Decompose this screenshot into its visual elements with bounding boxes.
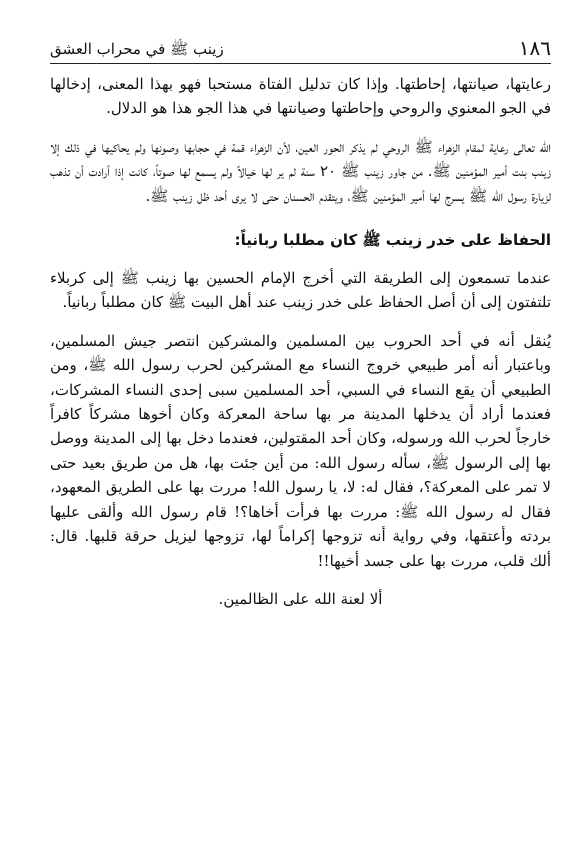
page-header (50, 34, 551, 64)
paragraph-continuation: رعايتها، صيانتها، إحاطتها. وإذا كان تدليل الفتاة مستحبا فهو بهذا المعنى، إدخالها في الجو المعنوي والروحي وإحاطتها وصيانتها في هذا الجو هذا هو الدلال. (50, 75, 551, 118)
closing-line: ألا لعنة الله على الظالمين. (218, 589, 383, 608)
page-number: ١٨٦ (518, 36, 551, 60)
paragraph-karbala: عندما تسمعون إلى الطريقة التي أخرج الإمام الحسين بها زينب ﷺ إلى كربلاء تلتفتون إلى أن أصل الحفاظ على خدر زينب عند أهل البيت ﷺ كان مطلباً ربانياً. (50, 269, 551, 312)
page-body (50, 72, 551, 611)
section-heading: الحفاظ على خدر زينب ﷺ كان مطلبا ربانياً: (234, 231, 551, 250)
running-title: زينب ﷺ في محراب العشق (50, 40, 224, 58)
paragraph-zahra: الله تعالى رعاية لمقام الزهراء ﷺ الروحي لم يذكر الحور العين، لأن الزهراء قمة في حجابها وصونها ولم يحاكيها في ذلك إلا زينب بنت أمير المؤمنين ﷺ. من جاور زينب ﷺ ٢٠ سنة لم ير لها خيالاً ولم يسمع لها صوتاً، كانت إذا أرادت أن تذهب لزيارة رسول الله ﷺ يسرج لها أمير المؤمنين ﷺ، ويتقدم الحسنان حتى لا يرى أحد ظل زينب ﷺ. (50, 137, 552, 205)
paragraph-story: يُنقل أنه في أحد الحروب بين المسلمين والمشركين انتصر جيش المسلمين، وباعتبار أنه أمر طبيعي خروج النساء مع المشركين لحرب رسول الله ﷺ، ومن الطبيعي أن يقع النساء في السبي، أحد المسلمين سبى إحدى النساء المشركات، فعندما أراد أن يدخلها المدينة مر بها ساحة المعركة وكان أخوها مشركاً كافراً خارجاً لحرب الله ورسوله، وكان أحد المقتولين، فعندما دخل بها إلى المدينة ووصل بها إلى الرسول ﷺ، سأله رسول الله: من أين جئت بها، هل من طريق بعيد حتى لا تمر على المعركة؟، فقال له: لا، يا رسول الله! مررت بها على الطريق المعهود، فقال له رسول الله ﷺ: مررت بها فرأت أخاها؟! قام رسول الله وألقى عليها بردته وأعتقها، وفي رواية أنه تزوجها إكراماً لها، تزوجها ليزيل حرقة قلبها. قال: ألك قلب، مررت بها على جسد أخيها!! (50, 331, 551, 570)
